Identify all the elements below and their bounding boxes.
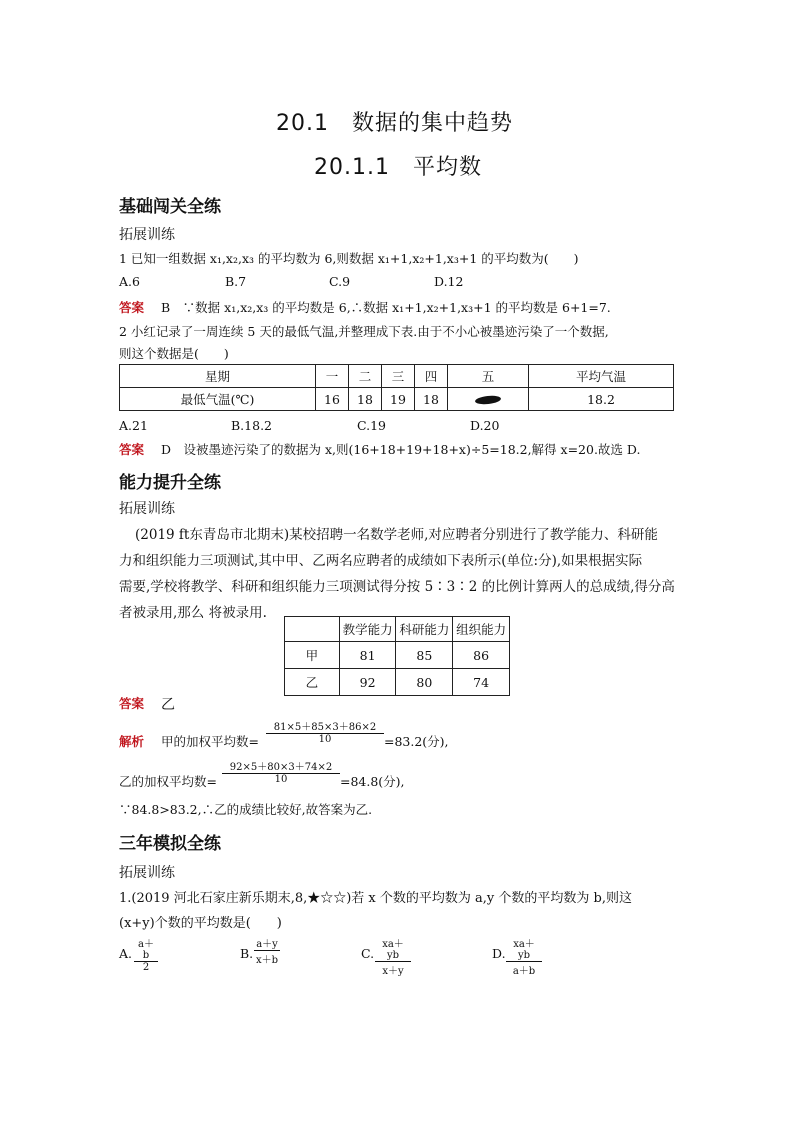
- problem-paragraph-line: 者被录用,那么 将被录用.: [119, 605, 267, 621]
- q1-option-c: C.9: [329, 274, 351, 289]
- solution-label: 解析: [119, 734, 145, 749]
- s2-answer-label: 答案: [119, 696, 145, 711]
- solution-line-3: ∵84.8>83.2,∴乙的成绩比较好,故答案为乙.: [119, 802, 373, 817]
- table-cell: 74: [453, 669, 510, 696]
- fraction-numerator: a＋y: [256, 939, 278, 950]
- fraction-numerator: 81×5＋85×3＋86×2: [273, 722, 377, 733]
- s2-answer-text: 乙: [161, 697, 175, 713]
- section-heading-basic: 基础闯关全练: [119, 197, 221, 217]
- table-cell: 86: [453, 642, 510, 669]
- fraction-denominator: x＋b: [255, 955, 279, 966]
- table-cell: 二: [349, 365, 382, 388]
- table-cell: 五: [448, 365, 529, 388]
- q2-answer-label: 答案: [119, 442, 145, 457]
- table-cell: 16: [316, 388, 349, 411]
- fraction-2: [222, 758, 340, 785]
- ink-blot-cell: [448, 388, 529, 411]
- q2-option-b: B.18.2: [231, 418, 272, 433]
- question-1-stem: 1 已知一组数据 x₁,x₂,x₃ 的平均数为 6,则数据 x₁+1,x₂+1,x₃+1 的平均数为( ): [119, 251, 579, 266]
- fraction-numerator: xa＋yb: [513, 939, 535, 961]
- question-3-stem-cont: (x+y)个数的平均数是( ): [119, 916, 282, 931]
- section-heading-three-year: 三年模拟全练: [119, 834, 221, 854]
- table-cell: 三: [382, 365, 415, 388]
- table-row: [285, 642, 510, 669]
- table-cell: 平均气温: [529, 365, 674, 388]
- fraction-numerator: xa＋yb: [382, 939, 404, 961]
- table-cell: 19: [382, 388, 415, 411]
- fraction-numerator: a＋b: [138, 939, 154, 961]
- table-cell: [285, 617, 340, 642]
- table-cell: 80: [396, 669, 453, 696]
- fraction-denominator: 2: [142, 962, 150, 973]
- q2-option-d: D.20: [470, 418, 500, 433]
- q1-option-b: B.7: [225, 274, 247, 289]
- table-cell: 最低气温(℃): [120, 388, 316, 411]
- problem-paragraph-line: 需要,学校将教学、科研和组织能力三项测试得分按 5∶3∶2 的比例计算两人的总成绩,得分高: [119, 579, 675, 595]
- q1-option-a: A.6: [119, 274, 140, 289]
- table-cell: 18: [349, 388, 382, 411]
- q3-option-c-fraction: [375, 935, 411, 977]
- table-cell: 92: [339, 669, 396, 696]
- table-cell: 18: [415, 388, 448, 411]
- fraction-1: [266, 718, 384, 745]
- table-row: [120, 388, 674, 411]
- table-cell: 乙: [285, 669, 340, 696]
- table-cell: 星期: [120, 365, 316, 388]
- q2-option-c: C.19: [357, 418, 386, 433]
- q3-option-a-fraction: [134, 935, 158, 973]
- q3-option-c-label: C.: [361, 946, 375, 961]
- q3-option-a-label: A.: [119, 946, 133, 961]
- question-3-stem: 1.(2019 河北石家庄新乐期末,8,★☆☆)若 x 个数的平均数为 a,y 个数的平均数为 b,则这: [119, 891, 632, 906]
- page-title: 20.1 数据的集中趋势: [276, 111, 513, 136]
- solution-line-2-suffix: =84.8(分),: [340, 774, 405, 789]
- table-cell: 四: [415, 365, 448, 388]
- fraction-denominator: x＋y: [382, 966, 404, 977]
- q2-option-a: A.21: [119, 418, 148, 433]
- problem-paragraph-line: (2019 ft东青岛市北期末)某校招聘一名数学老师,对应聘者分别进行了教学能力、科研能: [135, 527, 658, 543]
- question-2-stem-cont: 则这个数据是( ): [119, 346, 229, 361]
- ink-blot: [475, 395, 502, 406]
- q3-option-b-label: B.: [240, 946, 254, 961]
- table-cell: 85: [396, 642, 453, 669]
- q3-option-d-fraction: [506, 935, 542, 977]
- q1-option-d: D.12: [434, 274, 464, 289]
- section-heading-advanced: 能力提升全练: [119, 473, 221, 493]
- section-subheading: 拓展训练: [119, 227, 175, 243]
- table-cell: 81: [339, 642, 396, 669]
- question-2-stem: 2 小红记录了一周连续 5 天的最低气温,并整理成下表.由于不小心被墨迹污染了一个数据,: [119, 324, 609, 339]
- section-subheading: 拓展训练: [119, 865, 175, 881]
- solution-line-1-prefix: 甲的加权平均数=: [161, 734, 259, 749]
- table-row: [285, 617, 510, 642]
- q1-answer-label: 答案: [119, 300, 145, 315]
- fraction-denominator: 10: [274, 774, 288, 785]
- fraction-denominator: 10: [318, 734, 332, 745]
- solution-line-1-suffix: =83.2(分),: [384, 734, 449, 749]
- table-cell: 甲: [285, 642, 340, 669]
- table-cell: 18.2: [529, 388, 674, 411]
- table-row: [285, 669, 510, 696]
- page-subtitle: 20.1.1 平均数: [314, 155, 482, 180]
- table-cell: 教学能力: [339, 617, 396, 642]
- q3-option-d-label: D.: [492, 946, 506, 961]
- scores-table: [284, 616, 510, 696]
- solution-line-2-prefix: 乙的加权平均数=: [119, 774, 217, 789]
- table-cell: 一: [316, 365, 349, 388]
- table-row: [120, 365, 674, 388]
- fraction-denominator: a＋b: [512, 966, 536, 977]
- table-cell: 科研能力: [396, 617, 453, 642]
- fraction-numerator: 92×5＋80×3＋74×2: [229, 762, 333, 773]
- problem-paragraph-line: 力和组织能力三项测试,其中甲、乙两名应聘者的成绩如下表所示(单位:分),如果根据实际: [119, 553, 643, 569]
- temperature-table: [119, 364, 674, 411]
- q1-answer-text: B ∵数据 x₁,x₂,x₃ 的平均数是 6,∴数据 x₁+1,x₂+1,x₃+1 的平均数是 6+1=7.: [161, 300, 611, 315]
- q2-answer-text: D 设被墨迹污染了的数据为 x,则(16+18+19+18+x)÷5=18.2,解得 x=20.故选 D.: [161, 442, 641, 457]
- table-cell: 组织能力: [453, 617, 510, 642]
- section-subheading: 拓展训练: [119, 501, 175, 517]
- q3-option-b-fraction: [254, 935, 280, 966]
